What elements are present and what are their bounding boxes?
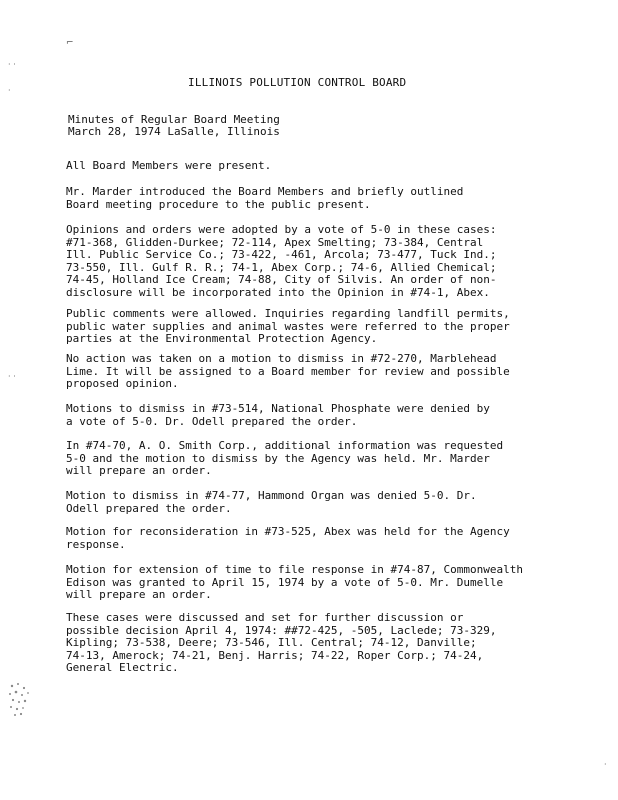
paragraph-line: possible decision April 4, 1974: ##72-425, -505, Laclede; 73-329, [66, 623, 497, 637]
paragraph-line: Motion for extension of time to file response in #74-87, Commonwealth [66, 563, 523, 576]
paragraph-line: will prepare an order. [66, 588, 212, 602]
minutes-paragraph [66, 490, 556, 515]
minutes-paragraph [66, 160, 556, 173]
paragraph-line: Motion for reconsideration in #73-525, Abex was held for the Agency [66, 525, 510, 538]
paragraph-line: proposed opinion. [66, 377, 179, 391]
minutes-paragraph [66, 224, 556, 300]
paragraph-line: All Board Members were present. [66, 159, 272, 172]
paragraph-line: will prepare an order. [66, 464, 212, 478]
paragraph-line: Ill. Public Service Co.; 73-422, -461, Arcola; 73-477, Tuck Ind.; [66, 248, 497, 262]
paragraph-line: Motion to dismiss in #74-77, Hammond Organ was denied 5-0. Dr. [66, 489, 477, 502]
paragraph-line: #71-368, Glidden-Durkee; 72-114, Apex Smelting; 73-384, Central [66, 235, 484, 249]
minutes-paragraph [66, 308, 556, 346]
scan-mark: · [604, 760, 607, 769]
minutes-paragraph [66, 186, 556, 211]
paragraph-line: Public comments were allowed. Inquiries regarding landfill permits, [66, 307, 510, 320]
scan-mark: · [8, 86, 11, 95]
minutes-paragraph [66, 440, 556, 478]
scan-mark: · · [8, 60, 16, 69]
scan-mark: · · [8, 372, 16, 381]
paragraph-line: 73-550, Ill. Gulf R. R.; 74-1, Abex Corp.; 74-6, Allied Chemical; [66, 260, 497, 274]
minutes-paragraph [66, 403, 556, 428]
paragraph-line: a vote of 5-0. Dr. Odell prepared the order. [66, 414, 358, 428]
paragraph-line: Lime. It will be assigned to a Board member for review and possible [66, 364, 510, 378]
paragraph-line: Motions to dismiss in #73-514, National Phosphate were denied by [66, 402, 490, 415]
paragraph-line: parties at the Environmental Protection Agency. [66, 332, 378, 346]
minutes-paragraph [66, 526, 556, 551]
minutes-paragraph [66, 612, 556, 675]
paragraph-line: Opinions and orders were adopted by a vote of 5-0 in these cases: [66, 223, 497, 236]
paragraph-line: General Electric. [66, 661, 179, 675]
paragraph-line: public water supplies and animal wastes were referred to the proper [66, 319, 510, 333]
paragraph-line: 5-0 and the motion to dismiss by the Agency was held. Mr. Marder [66, 451, 490, 465]
meeting-date-place: March 28, 1974 LaSalle, Illinois [68, 125, 280, 138]
paragraph-line: Mr. Marder introduced the Board Members and briefly outlined [66, 185, 464, 198]
paragraph-line: Kipling; 73-538, Deere; 73-546, Ill. Central; 74-12, Danville; [66, 636, 477, 650]
minutes-paragraph [66, 353, 556, 391]
paragraph-line: 74-13, Amerock; 74-21, Benj. Harris; 74-22, Roper Corp.; 74-24, [66, 648, 484, 662]
paragraph-line: disclosure will be incorporated into the Opinion in #74-1, Abex. [66, 285, 490, 299]
paragraph-line: Edison was granted to April 15, 1974 by a vote of 5-0. Mr. Dumelle [66, 575, 504, 589]
paragraph-line: response. [66, 537, 126, 551]
paragraph-line: These cases were discussed and set for further discussion or [66, 611, 464, 624]
paragraph-line: In #74-70, A. O. Smith Corp., additional information was requested [66, 439, 504, 452]
paragraph-line: 74-45, Holland Ice Cream; 74-88, City of Silvis. An order of non- [66, 273, 497, 287]
document-title: ILLINOIS POLLUTION CONTROL BOARD [188, 76, 407, 89]
minutes-paragraph [66, 564, 556, 602]
scan-mark: ⌐ [66, 38, 74, 48]
paragraph-line: Board meeting procedure to the public present. [66, 197, 371, 211]
paragraph-line: Odell prepared the order. [66, 501, 232, 515]
stamp-mark [4, 680, 36, 720]
paragraph-line: No action was taken on a motion to dismiss in #72-270, Marblehead [66, 352, 497, 365]
meeting-title: Minutes of Regular Board Meeting [68, 113, 280, 126]
